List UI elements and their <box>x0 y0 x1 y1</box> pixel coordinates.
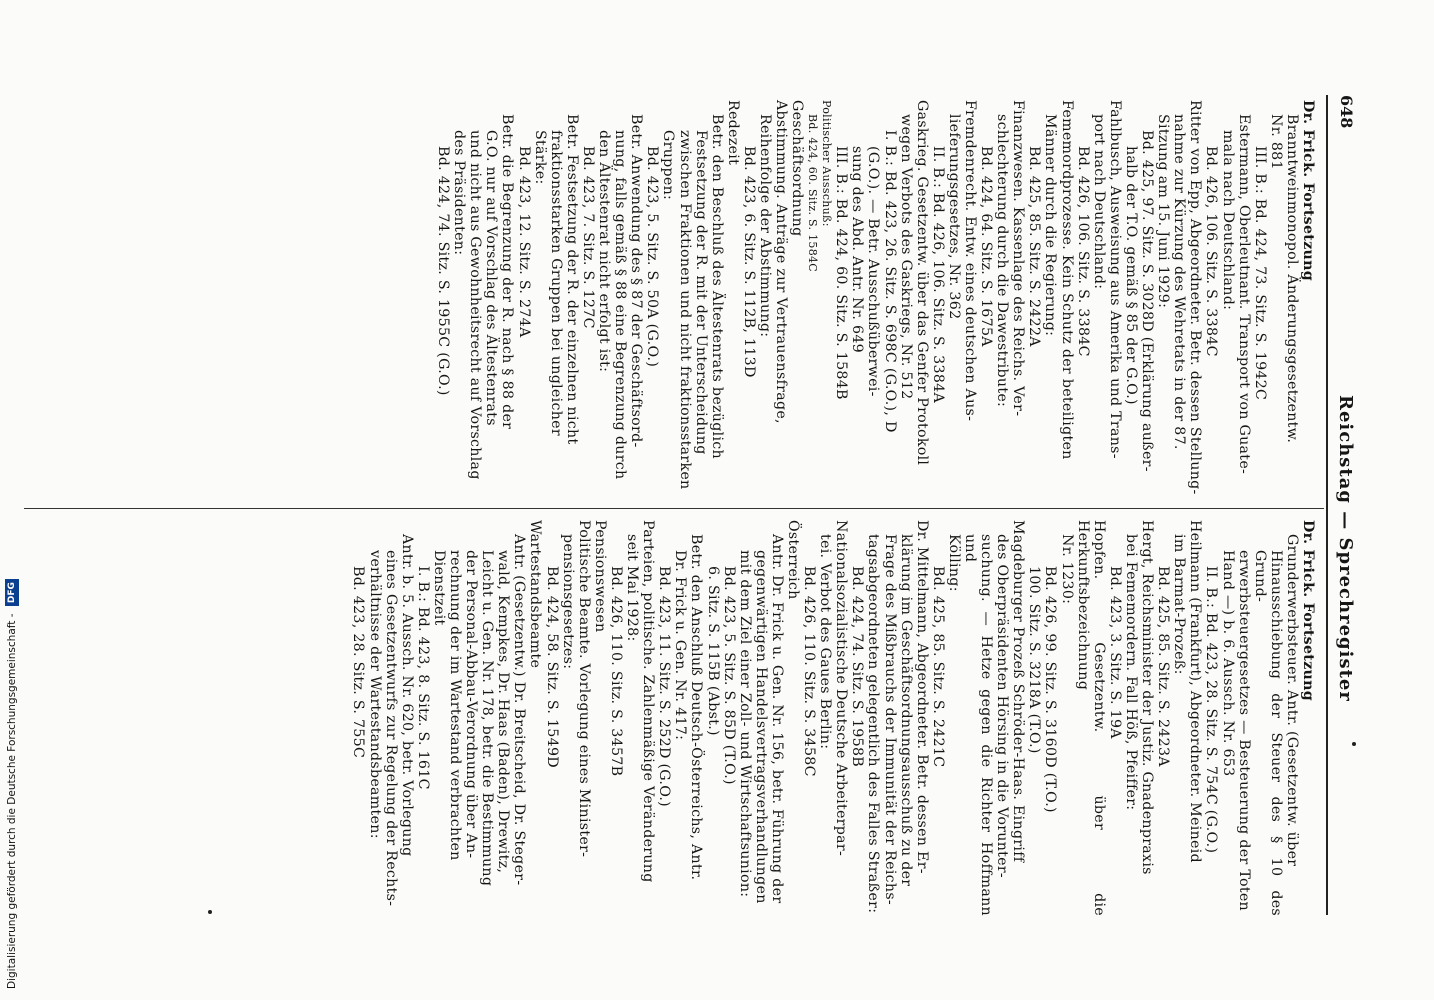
register-line: wegen Verbots des Gaskriegs, Nr. 512 <box>897 114 914 400</box>
register-line: Bd. 423, 11. Sitz. S. 252D (G.O.) <box>656 566 673 807</box>
register-line: Dr. Frick u. Gen. Nr. 417: <box>672 550 689 741</box>
register-line: Bd. 426, 106. Sitz. S. 3384C <box>1203 146 1220 357</box>
register-line: Redezeit <box>724 100 741 166</box>
register-line: eines Gesetzentwurfs zur Regelung der Rechts- <box>382 550 399 907</box>
register-line: Heilmann (Frankfurt), Abgeordneter. Meineid <box>1187 520 1204 863</box>
register-line: rechnung der im Wartestand verbrachten <box>447 550 464 861</box>
register-line: Festsetzung der R. mit der Unterscheidung <box>692 130 709 455</box>
digitization-footer <box>3 4 23 994</box>
register-line: Bd. 424, 58. Sitz. S. 1549D <box>543 566 560 768</box>
register-line: Hand —) b. 6. Aussch. Nr. 653 <box>1219 550 1236 777</box>
register-line: Bd. 423, 6. Sitz. S. 112B, 113D <box>740 146 757 378</box>
register-line: Estermann, Oberleutnant. Transport von Guate- <box>1235 114 1252 475</box>
register-line: Parteien, politische. Zahlenmäßige Veränderung <box>640 520 657 883</box>
register-line: Bd. 425, 85. Sitz. S. 2423A <box>1155 566 1172 767</box>
register-line: Magdeburger Prozeß Schröder-Haas. Eingriff <box>1010 520 1027 863</box>
register-line: Dienstzeit <box>430 550 447 626</box>
register-line: Wartestandsbeamte <box>527 520 544 669</box>
register-line: Betr. Festsetzung der R. der einzelnen nicht <box>563 114 580 445</box>
register-line: nahme zur Kürzung des Wehretats in der 87. <box>1171 114 1188 450</box>
register-line: (G.O.). — Betr. Ausschußüberwei- <box>865 146 882 397</box>
register-line: Bd. 426, 106. Sitz. S. 3384C <box>1074 146 1091 357</box>
register-line: fraktionsstarken Gruppen bei ungleicher <box>547 130 564 436</box>
register-line: Frage des Mißbrauchs der Immunität der Reichs- <box>881 534 898 906</box>
register-line: Geschäftsordnung <box>789 100 806 237</box>
register-line: seit Mai 1928: <box>624 534 641 642</box>
register-line: Antr. b. 5. Aussch. Nr. 620, betr. Vorlegung <box>398 534 415 857</box>
register-line: Betr. Anwendung des § 87 der Geschäftsord- <box>628 114 645 448</box>
print-speck <box>1352 742 1356 746</box>
register-line: Politische Beamte. Vorlegung eines Minister- <box>575 520 592 858</box>
register-line: Gaskrieg. Gesetzentw. über das Genfer Protokoll <box>913 100 930 466</box>
register-line: Stärke: <box>531 130 548 185</box>
column-divider <box>24 508 1324 509</box>
register-line: des Oberpräsidenten Hörsing in die Vorunter- <box>994 534 1011 879</box>
register-line: Bd. 423, 12. Sitz. S. 274A <box>515 146 532 338</box>
register-line: Grunderwerbsteuer. Antr. (Gesetzentw. über <box>1283 534 1300 867</box>
print-speck <box>208 910 212 914</box>
footer-credit <box>3 29 21 989</box>
register-line: wald, Kempkes, Dr. Haas (Baden), Drewitz, <box>495 550 512 874</box>
register-line: I. B.: Bd. 423, 26. Sitz. S. 698C (G.O.), D <box>881 130 898 433</box>
register-line: Bd. 424, 74. Sitz. S. 1958B <box>849 566 866 768</box>
register-line: port nach Deutschland: <box>1090 114 1107 290</box>
running-title: Reichstag — Sprechregister <box>1335 395 1356 702</box>
register-line: 100. Sitz. S. 3218A (T.O.) <box>1026 566 1043 754</box>
register-line: Bd. 425, 85. Sitz. S. 2422A <box>1026 146 1043 347</box>
register-line: zwischen Fraktionen und nicht fraktionsstarken <box>676 130 693 490</box>
register-line: mit dem Ziel einer Zoll- und Wirtschaftsunion: <box>736 550 753 898</box>
register-line: II. B.: Bd. 426, 106. Sitz. S. 3384A <box>929 146 946 404</box>
register-line: Pensionswesen <box>591 520 608 633</box>
register-line: im Barmat-Prozeß: <box>1171 534 1188 675</box>
register-line: 6. Sitz. S. 115B (Abst.) <box>704 566 721 736</box>
register-line: Bd. 423, 5. Sitz. S. 50A (G.O.) <box>644 146 661 368</box>
register-line: Hopfen. Gesetzentw. über die Herkunftsbezeichnung <box>1074 520 1107 921</box>
register-line: Bd. 423, 5. Sitz. S. 85D (T.O.) <box>720 566 737 785</box>
register-line: Bd. 423, 3. Sitz. S. 19A <box>1106 566 1123 739</box>
left-column <box>435 100 1316 496</box>
register-line: der Personal-Abbau-Verordnung über An- <box>463 550 480 859</box>
register-line: Bd. 426, 110. Sitz. S. 3458C <box>801 566 818 777</box>
register-line: Nr. 1230: <box>1058 534 1075 605</box>
register-line: den Ältestenrat nicht erfolgt ist: <box>596 130 613 373</box>
register-line: Kölling: <box>945 534 962 592</box>
register-line: Bd. 424, 74. Sitz. S. 1955C (G.O.) <box>435 146 452 396</box>
page-number: 648 <box>1337 95 1356 129</box>
right-column <box>350 520 1316 921</box>
register-line: Hinausschiebung der Steuer des § 10 des Grund- <box>1251 550 1284 921</box>
register-line: bei Fememordern. Fall Höß, Pfeiffer: <box>1122 534 1139 811</box>
register-line: erwerbsteuergesetzes — Besteuerung der Toten <box>1235 550 1252 911</box>
register-line: Betr. die Begrenzung der R. nach § 88 der <box>499 114 516 430</box>
register-line: Politischer Ausschuß: <box>820 100 834 227</box>
register-line: Dr. Frick. Fortsetzung <box>1300 520 1316 701</box>
register-line: G.O. nur auf Vorschlag des Ältestenrats <box>483 130 500 426</box>
footer-credit-text: Digitalisierung gefördert durch die Deutsche Forschungsgemeinschaft - <box>6 613 18 989</box>
register-line: Fremdenrecht. Entw. eines deutschen Aus- <box>962 100 979 422</box>
register-line: Bd. 426, 99. Sitz. S. 3160D (T.O.) <box>1042 566 1059 813</box>
register-line: halb der T.O. gemäß § 85 der G.O.) <box>1122 146 1139 405</box>
register-line: verhältnisse der Wartestandsbeamten: <box>366 550 383 839</box>
register-line: Leicht u. Gen. Nr. 178, betr. die Bestimmung <box>479 550 496 887</box>
register-line: I. B.: Bd. 423, 8. Sitz. S. 161C <box>414 566 431 790</box>
register-line: des Präsidenten: <box>451 130 468 256</box>
register-line: Sitzung am 15. Juni 1929: <box>1155 114 1172 309</box>
register-line: Ritter von Epp, Abgeordneter. Betr. dessen Stellung- <box>1187 100 1204 495</box>
register-line: Nationalsozialistische Deutsche Arbeiterpar- <box>833 520 850 857</box>
register-line: Männer durch die Regierung: <box>1042 114 1059 337</box>
register-line: Österreich <box>785 520 801 600</box>
register-line: Antr. Dr. Frick u. Gen. Nr. 156, betr. Führung der <box>768 534 785 904</box>
register-line: Bd. 423, 7. Sitz. S. 127C <box>579 146 596 329</box>
register-line: Antr. (Gesetzentw.) Dr. Breitscheid, Dr. Steger- <box>511 534 528 886</box>
register-line: Hergt, Reichsminister der Justiz. Gnadenpraxis <box>1139 520 1156 875</box>
register-line: Bd. 424, 64. Sitz. S. 1675A <box>978 146 995 347</box>
register-line: Bd. 425, 85. Sitz. S. 2421C <box>929 566 946 768</box>
register-line: Betr. den Beschluß des Ältestenrats bezüglich <box>708 114 725 459</box>
register-line: Betr. den Anschluß Deutsch-Österreichs, Antr. <box>688 534 705 881</box>
register-line: Bd. 424, 60. Sitz. S. 1584C <box>806 114 820 273</box>
register-line: III. B.: Bd. 424, 60. Sitz. S. 1584B <box>833 146 850 400</box>
register-line: schlechterung durch die Dawestribute: <box>994 114 1011 408</box>
register-line: Bd. 425, 97. Sitz. S. 3028D (Erklärung außer- <box>1139 130 1156 472</box>
register-line: Bd. 423, 28. Sitz. S. 755C <box>350 566 367 759</box>
register-line: Branntweinmonopol. Änderungsgesetzentw. <box>1283 114 1300 444</box>
page-header <box>1326 95 1360 915</box>
register-line: pensionsgesetzes: <box>559 534 576 670</box>
register-line: Nr. 881 <box>1267 114 1284 170</box>
register-line: Abstimmung. Anträge zur Vertrauensfrage, <box>773 100 790 424</box>
register-line: sung des Abd. Antr. Nr. 649 <box>849 146 866 354</box>
register-line: tagsabgeordneten gelegentlich des Falles Straßer: <box>865 534 882 914</box>
register-line: III. B.: Bd. 424, 73. Sitz. S. 1942C <box>1251 146 1268 401</box>
register-line: lieferungsgesetzes, Nr. 362 <box>945 114 962 320</box>
register-line: suchung. — Hetze gegen die Richter Hoffmann und <box>962 534 995 921</box>
register-line: mala nach Deutschland: <box>1219 130 1236 311</box>
register-line: nung, falls gemäß § 88 eine Begrenzung durch <box>612 130 629 480</box>
register-line: Finanzwesen. Kassenlage des Reichs. Ver- <box>1010 100 1027 417</box>
register-line: Fememordprozesse. Kein Schutz der beteiligten <box>1058 100 1075 460</box>
register-line: Dr. Frick. Fortsetzung <box>1300 100 1316 281</box>
register-line: tei. Verbot des Gaues Berlin: <box>817 534 834 750</box>
register-line: und nicht aus Gewohnheitsrecht auf Vorschlag <box>467 130 484 480</box>
register-line: klärung im Geschäftsordnungsausschuß zu der <box>897 534 914 887</box>
register-line: gegenwärtigen Handelsvertragsverhandlungen <box>752 550 769 904</box>
register-line: Fahlbusch, Ausweisung aus Amerika und Trans- <box>1106 100 1123 459</box>
register-line: Dr. Mittelmann, Abgeordneter. Betr. dessen Er- <box>913 520 930 874</box>
dfg-logo: DFG <box>5 579 19 606</box>
register-line: Gruppen: <box>660 130 677 201</box>
register-line: Reihenfolge der Abstimmung: <box>757 114 773 338</box>
register-line: Bd. 426, 110. Sitz. S. 3457B <box>607 566 624 777</box>
register-line: II. B.: Bd. 423, 28. Sitz. S. 754C (G.O.) <box>1203 566 1220 854</box>
